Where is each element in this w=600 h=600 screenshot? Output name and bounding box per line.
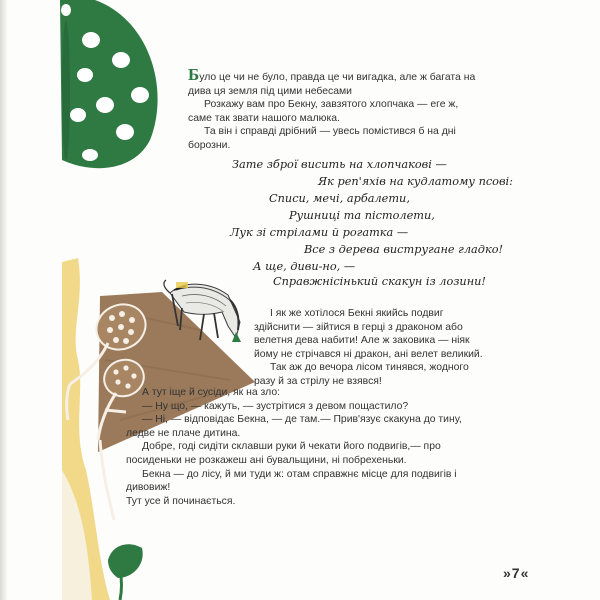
verse-line-5: Лук зі стрілами й рогатка — [230,226,409,239]
story-paragraph-10: Бекна — до лісу, й ми туди ж: отам справжнє місце для подвигів і дивовиж! [126,468,457,494]
intro-paragraph-3: Та він і справді дрібний — увесь помістився б на дні борозни. [188,126,456,151]
intro-paragraph-1: Було це чи не було, правда це чи вигадка, але ж багата на дива ця земля під цими небесами [188,65,476,97]
story-paragraph-6: А тут іще й сусіди, як на зло: [142,387,281,398]
story-paragraph-8: — Ні, — відповідає Бекна, — де там.— Прив'язує скакуна до тину, ледве не плаче дитина. [126,414,462,439]
story-paragraph-9: Добре, годі сидіти склавши руки й чекати його подвигів,— про посиденьки не розкажеш ані бувальщини, ні побрехеньки. [126,441,441,466]
story-paragraph-7: — Ну що, — кажуть, — зустрітися з девом пощастило? [142,400,409,412]
intro-paragraph-2: Розкажу вам про Бекну, завзятого хлопчака — еге ж, саме так звати нашого малюка. [188,99,459,124]
page-number: »7« [503,565,530,581]
green-leaf [108,544,143,600]
drop-cap: Б [188,65,200,84]
story-narrow-block [254,307,486,389]
verse-line-1: Зате зброї висить на хлопчакові — [232,158,447,171]
story-paragraph-5: Так аж до вечора лісом тинявся, жодного разу й за стрілу не взявся! [254,362,469,387]
green-tree-crown [60,0,158,168]
tree-edge-shadow [62,20,70,160]
verse-line-4: Рушниці та пістолети, [289,209,435,222]
intro-block [188,65,478,153]
verse-line-8: Справжнісінький скакун із лозини! [273,275,486,288]
verse-line-3: Списи, мечі, арбалети, [269,192,410,205]
verse-line-2: Як реп'яхів на кудлатому псові: [318,175,513,188]
story-paragraph-4: І як же хотілося Бекні якийсь подвиг здійснити — зійтися в герці з драконом або велетня дева набити! Але ж заковика — ніяк йому не стрічався ні дракон, ані велет великий. [254,308,483,360]
verse-line-7: А ще, диви-но, — [253,260,356,273]
verse-line-6: Все з дерева вистругане гладко! [304,243,504,256]
story-wide-block [126,386,488,508]
story-paragraph-11: Тут усе й починається. [126,495,236,507]
